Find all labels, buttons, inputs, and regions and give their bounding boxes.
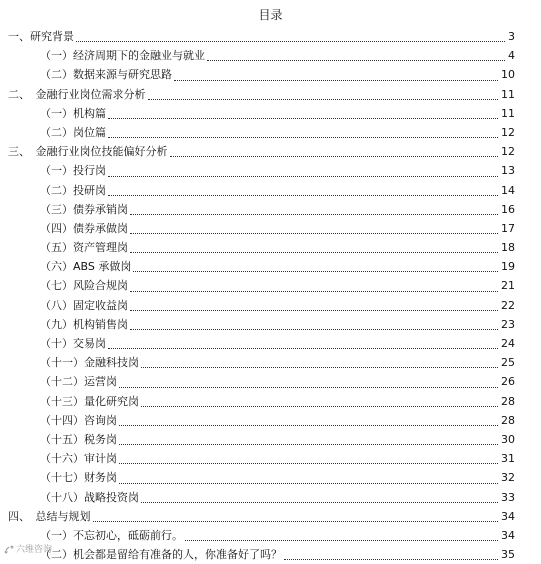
toc-dot-leader	[119, 387, 498, 388]
toc-entry[interactable]	[0, 257, 541, 276]
toc-entry-label: （二）数据来源与研究思路	[40, 68, 172, 82]
toc-dot-leader	[130, 233, 498, 234]
toc-entry-page: 19	[501, 260, 515, 274]
toc-entry-page: 12	[501, 125, 515, 139]
toc-entry[interactable]	[0, 219, 541, 238]
toc-dot-leader	[174, 80, 498, 81]
toc-dot-leader	[284, 559, 498, 560]
toc-dot-leader	[141, 502, 498, 503]
toc-dot-leader	[108, 176, 498, 177]
toc-entry-label: （十一）金融科技岗	[40, 356, 139, 370]
toc-dot-leader	[130, 329, 498, 330]
toc-dot-leader	[108, 118, 498, 119]
toc-entry[interactable]	[0, 372, 541, 391]
toc-entry-label: 三、 金融行业岗位技能偏好分析	[8, 145, 168, 159]
toc-entry-label: 四、 总结与规划	[8, 509, 91, 523]
toc-dot-leader	[207, 60, 505, 61]
toc-entry-label: （五）资产管理岗	[40, 241, 128, 255]
toc-entry-label: （十五）税务岗	[40, 432, 117, 446]
toc-entry-page: 10	[501, 68, 515, 82]
toc-dot-leader	[119, 425, 498, 426]
toc-entry-label: （十六）审计岗	[40, 452, 117, 466]
toc-entry[interactable]	[0, 468, 541, 487]
toc-dot-leader	[119, 483, 498, 484]
toc-entry-label: （九）机构销售岗	[40, 317, 128, 331]
toc-dot-leader	[119, 444, 498, 445]
toc-entry-page: 18	[501, 241, 515, 255]
toc-entry[interactable]	[0, 200, 541, 219]
link-icon	[4, 544, 14, 554]
toc-entry[interactable]	[0, 46, 541, 65]
toc-dot-leader	[130, 252, 498, 253]
toc-entry-label: （二）机会都是留给有准备的人，你准备好了吗？	[40, 548, 282, 562]
toc-entry-page: 24	[501, 337, 515, 350]
toc-entry[interactable]	[0, 449, 541, 468]
toc-entry[interactable]	[0, 334, 541, 353]
toc-entry[interactable]	[0, 392, 541, 411]
toc-dot-leader	[108, 137, 498, 138]
toc-entry-page: 34	[501, 528, 515, 542]
toc-dot-leader	[170, 156, 498, 157]
toc-entry-label: （十四）咨询岗	[40, 413, 117, 427]
toc-entry[interactable]	[0, 181, 541, 200]
toc-entry-label: （十二）运营岗	[40, 375, 117, 389]
toc-entry-page: 35	[501, 548, 515, 562]
toc-entry-page: 30	[501, 432, 515, 446]
toc-dot-leader	[76, 41, 505, 42]
toc-entry-page: 11	[501, 106, 515, 120]
toc-entry-page: 12	[501, 145, 515, 159]
toc-dot-leader	[141, 406, 498, 407]
toc-dot-leader	[119, 463, 498, 464]
toc-entry-label: 二、 金融行业岗位需求分析	[8, 87, 146, 101]
toc-entry[interactable]	[0, 238, 541, 257]
toc-entry[interactable]	[0, 276, 541, 295]
toc-dot-leader	[130, 310, 498, 311]
toc-entry-page: 4	[508, 49, 515, 63]
toc-dot-leader	[108, 348, 498, 349]
toc-entry-page: 23	[501, 317, 515, 331]
toc-entry[interactable]	[0, 27, 541, 46]
toc-entry-page: 13	[501, 164, 515, 178]
toc-entry-page: 26	[501, 375, 515, 389]
table-of-contents	[0, 27, 541, 564]
toc-entry-label: （一）经济周期下的金融业与就业	[40, 49, 205, 63]
toc-dot-leader	[130, 214, 498, 215]
toc-dot-leader	[185, 540, 498, 541]
toc-entry-page: 34	[501, 509, 515, 523]
toc-entry-label: （六）ABS 承做岗	[40, 260, 132, 274]
toc-entry[interactable]	[0, 507, 541, 526]
toc-entry[interactable]	[0, 142, 541, 161]
watermark-text: 六维咨询	[16, 545, 53, 555]
toc-entry[interactable]	[0, 353, 541, 372]
toc-entry[interactable]	[0, 545, 541, 564]
toc-entry-label: （十三）量化研究岗	[40, 394, 139, 408]
toc-entry[interactable]	[0, 526, 541, 545]
toc-entry-label: （四）债券承做岗	[40, 221, 128, 235]
toc-dot-leader	[130, 291, 498, 292]
toc-entry-page: 3	[508, 30, 515, 43]
toc-entry-label: （十八）战略投资岗	[40, 490, 139, 504]
page-title: 目录	[258, 8, 283, 22]
toc-dot-leader	[141, 367, 498, 368]
toc-entry-page: 28	[501, 394, 515, 408]
toc-dot-leader	[93, 521, 498, 522]
toc-entry[interactable]	[0, 123, 541, 142]
toc-entry-label: （三）债券承销岗	[40, 202, 128, 216]
toc-entry[interactable]	[0, 488, 541, 507]
toc-entry-page: 28	[501, 413, 515, 427]
toc-dot-leader	[108, 195, 498, 196]
toc-entry-label: （二）岗位篇	[40, 125, 106, 139]
toc-entry-page: 31	[501, 452, 515, 466]
toc-entry-page: 33	[501, 490, 515, 504]
toc-entry-page: 16	[501, 202, 515, 216]
toc-entry[interactable]	[0, 161, 541, 180]
toc-entry-page: 11	[501, 87, 515, 101]
toc-entry-label: （一）不忘初心，砥砺前行。	[40, 528, 183, 542]
toc-entry[interactable]	[0, 430, 541, 449]
toc-entry-page: 32	[501, 471, 515, 485]
toc-dot-leader	[133, 271, 498, 272]
toc-entry-page: 25	[501, 356, 515, 370]
toc-entry[interactable]	[0, 296, 541, 315]
toc-entry[interactable]	[0, 104, 541, 123]
toc-entry[interactable]	[0, 315, 541, 334]
toc-entry-label: （七）风险合规岗	[40, 279, 128, 293]
toc-entry-label: （十）交易岗	[40, 337, 106, 350]
toc-entry-page: 22	[501, 298, 515, 312]
toc-entry[interactable]	[0, 65, 541, 84]
toc-entry-page: 17	[501, 221, 515, 235]
toc-entry-label: （一）投行岗	[40, 164, 106, 178]
toc-entry-label: 一、研究背景	[8, 30, 74, 43]
toc-entry-label: （一）机构篇	[40, 106, 106, 120]
toc-entry-page: 14	[501, 183, 515, 197]
toc-entry[interactable]	[0, 85, 541, 104]
toc-entry[interactable]	[0, 411, 541, 430]
toc-entry-label: （八）固定收益岗	[40, 298, 128, 312]
toc-entry-label: （十七）财务岗	[40, 471, 117, 485]
toc-entry-page: 21	[501, 279, 515, 293]
toc-dot-leader	[148, 99, 498, 100]
watermark	[4, 542, 52, 555]
toc-entry-label: （二）投研岗	[40, 183, 106, 197]
